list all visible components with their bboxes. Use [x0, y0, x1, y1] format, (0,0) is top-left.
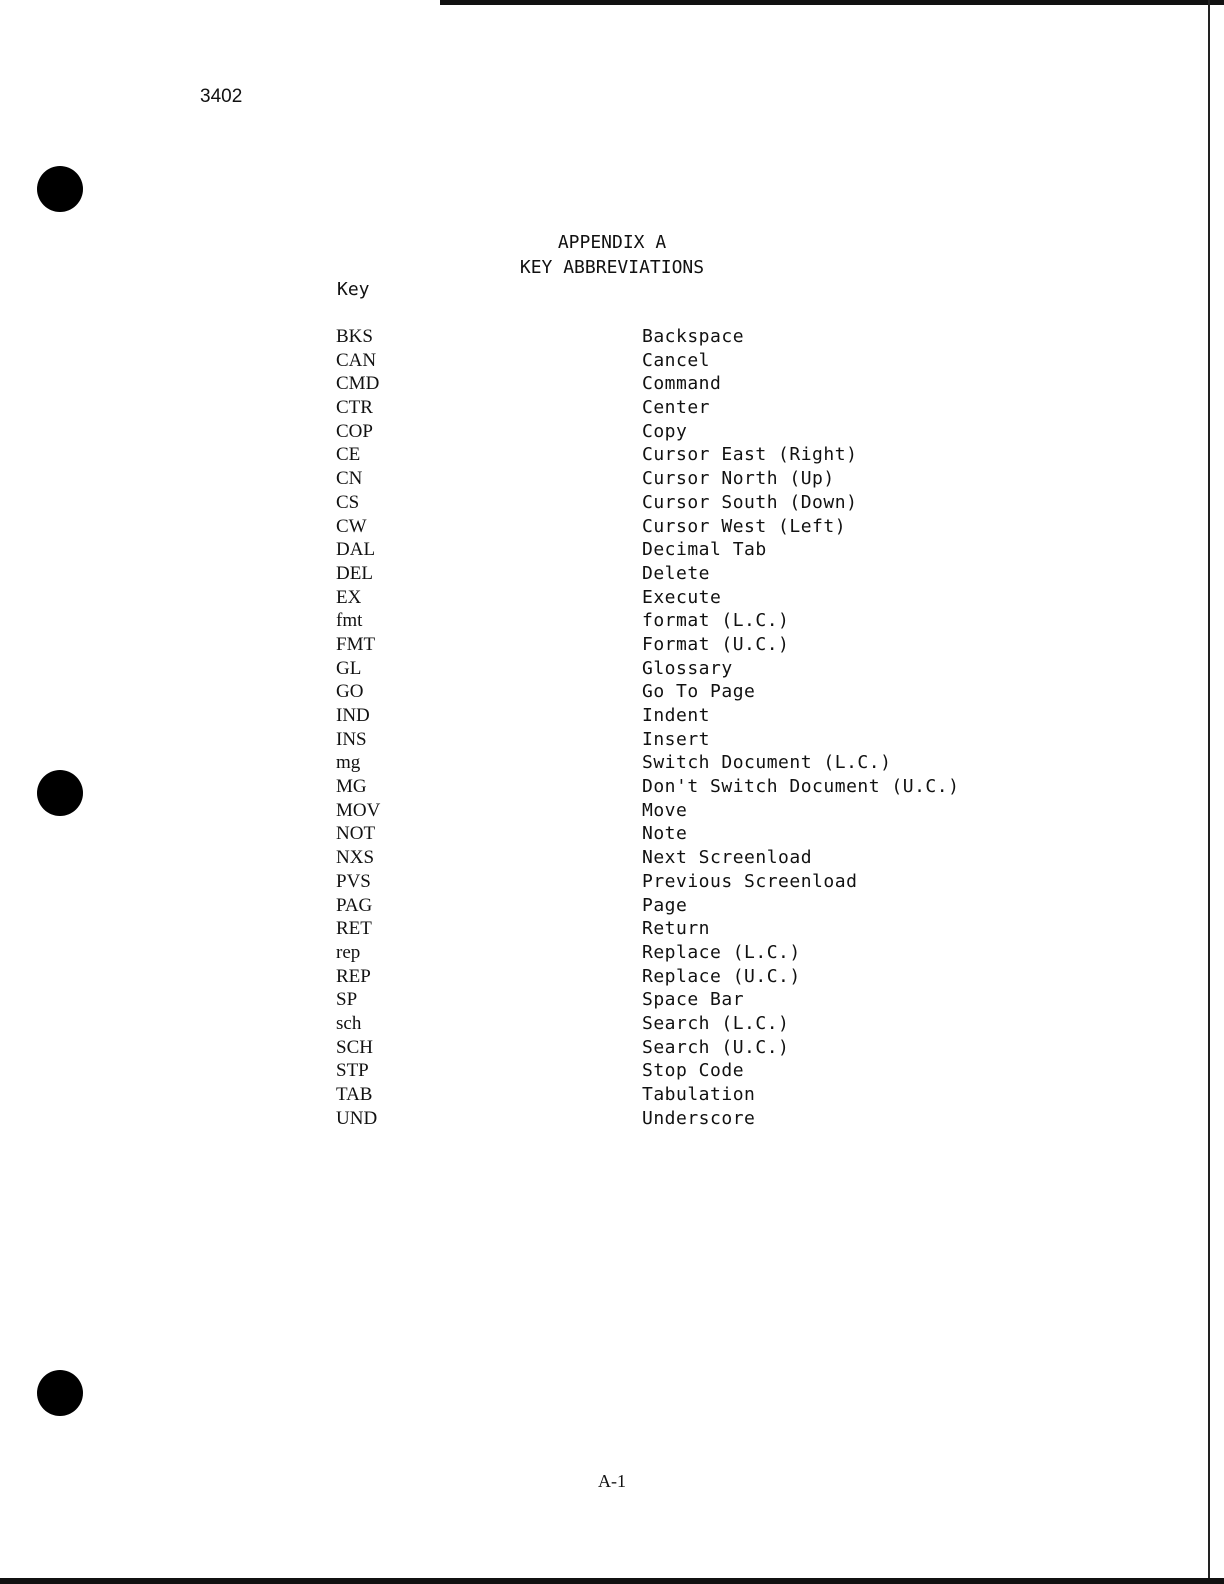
table-row [332, 372, 1012, 396]
appendix-heading: APPENDIX A [557, 232, 667, 253]
key-abbreviation: RET [336, 918, 372, 940]
table-row [332, 917, 1012, 941]
table-row [332, 1107, 1012, 1131]
key-meaning: format (L.C.) [642, 610, 790, 632]
table-row [332, 396, 1012, 420]
key-abbreviation: NXS [336, 847, 375, 869]
key-abbreviation: SCH [336, 1036, 373, 1058]
key-meaning: Cursor East (Right) [642, 444, 858, 466]
page-title [0, 230, 1224, 280]
key-abbreviation: GL [336, 657, 362, 679]
key-abbreviation: sch [336, 1012, 362, 1034]
table-row [332, 941, 1012, 965]
table-row [332, 349, 1012, 373]
key-meaning: Underscore [642, 1107, 756, 1129]
key-meaning: Switch Document (L.C.) [642, 752, 892, 774]
table-row [332, 870, 1012, 894]
key-meaning: Search (L.C.) [642, 1012, 790, 1034]
table-row [332, 586, 1012, 610]
key-meaning: Cursor South (Down) [642, 491, 858, 513]
key-meaning: Decimal Tab [642, 539, 767, 561]
key-abbreviation: UND [336, 1107, 378, 1129]
key-meaning: Copy [642, 420, 688, 442]
table-row [332, 728, 1012, 752]
table-row [332, 846, 1012, 870]
key-abbreviation: CE [336, 444, 361, 466]
bottom-edge-bar [0, 1578, 1224, 1584]
key-meaning: Stop Code [642, 1060, 745, 1082]
table-row [332, 988, 1012, 1012]
table-row [332, 657, 1012, 681]
key-abbreviation: DEL [336, 562, 373, 584]
table-row [332, 775, 1012, 799]
table-row [332, 1036, 1012, 1060]
key-meaning: Cursor West (Left) [642, 515, 847, 537]
table-row [332, 633, 1012, 657]
key-meaning: Command [642, 373, 722, 395]
table-row [332, 515, 1012, 539]
key-abbreviation: mg [336, 752, 361, 774]
punch-hole-top [37, 166, 83, 212]
key-meaning: Indent [642, 705, 711, 726]
appendix-subtitle: KEY ABBREVIATIONS [519, 257, 705, 278]
table-row [332, 680, 1012, 704]
key-meaning: Cancel [642, 349, 711, 371]
table-row [332, 1059, 1012, 1083]
table-row [332, 609, 1012, 633]
key-abbreviation: REP [336, 965, 371, 987]
key-abbreviation: CW [336, 515, 367, 537]
key-meaning: Insert [642, 728, 711, 750]
table-row [332, 538, 1012, 562]
key-meaning: Replace (U.C.) [642, 965, 801, 987]
document-number: 3402 [200, 86, 243, 107]
key-meaning: Move [642, 799, 688, 821]
key-abbreviation: MG [336, 776, 367, 798]
key-abbreviation: CMD [336, 373, 380, 395]
key-meaning: Replace (L.C.) [642, 941, 801, 963]
table-row [332, 822, 1012, 846]
table-row [332, 420, 1012, 444]
table-row [332, 325, 1012, 349]
key-abbreviation: CS [336, 491, 360, 513]
key-meaning: Space Bar [642, 989, 745, 1011]
key-abbreviation: CAN [336, 349, 377, 371]
key-abbreviation: CTR [336, 397, 373, 419]
punch-hole-bottom [37, 1370, 83, 1416]
key-abbreviation: GO [336, 681, 364, 703]
table-row [332, 894, 1012, 918]
key-column-header: Key [337, 279, 370, 300]
key-meaning: Tabulation [642, 1084, 756, 1105]
key-abbreviation: IND [336, 705, 370, 726]
key-meaning: Cursor North (Up) [642, 468, 835, 490]
table-row [332, 467, 1012, 491]
key-abbreviation: fmt [336, 610, 363, 632]
key-abbreviation: BKS [336, 326, 373, 347]
key-abbreviation: EX [336, 586, 362, 608]
key-meaning: Backspace [642, 326, 745, 347]
key-meaning: Page [642, 894, 688, 916]
key-meaning: Search (U.C.) [642, 1036, 790, 1058]
key-abbreviation: INS [336, 728, 367, 750]
table-row [332, 1012, 1012, 1036]
table-row [332, 799, 1012, 823]
key-meaning: Delete [642, 562, 711, 584]
table-row [332, 562, 1012, 586]
key-abbreviation: rep [336, 941, 361, 963]
key-abbreviation: PVS [336, 870, 371, 892]
key-meaning: Next Screenload [642, 847, 813, 869]
key-abbreviation: SP [336, 989, 358, 1011]
key-abbreviation: NOT [336, 823, 376, 845]
punch-hole-middle [37, 770, 83, 816]
key-meaning: Note [642, 823, 688, 845]
key-abbreviation: STP [336, 1060, 369, 1082]
key-abbreviation: PAG [336, 894, 373, 916]
key-meaning: Glossary [642, 657, 733, 679]
table-row [332, 965, 1012, 989]
key-abbreviation: CN [336, 468, 363, 490]
table-row [332, 443, 1012, 467]
key-meaning: Execute [642, 586, 722, 608]
key-abbreviation: TAB [336, 1084, 373, 1105]
key-abbreviation: FMT [336, 633, 376, 655]
key-meaning: Center [642, 397, 711, 419]
table-row [332, 751, 1012, 775]
key-meaning: Previous Screenload [642, 870, 858, 892]
key-abbreviation: MOV [336, 799, 381, 821]
key-meaning: Go To Page [642, 681, 756, 703]
top-edge-bar [440, 0, 1224, 5]
abbreviation-table [332, 325, 1012, 1130]
key-meaning: Return [642, 918, 711, 940]
key-meaning: Don't Switch Document (U.C.) [642, 776, 960, 798]
key-abbreviation: DAL [336, 539, 376, 561]
page-number: A-1 [598, 1471, 626, 1491]
table-row [332, 704, 1012, 728]
table-row [332, 491, 1012, 515]
table-row [332, 1083, 1012, 1107]
key-abbreviation: COP [336, 420, 373, 442]
key-meaning: Format (U.C.) [642, 633, 790, 655]
